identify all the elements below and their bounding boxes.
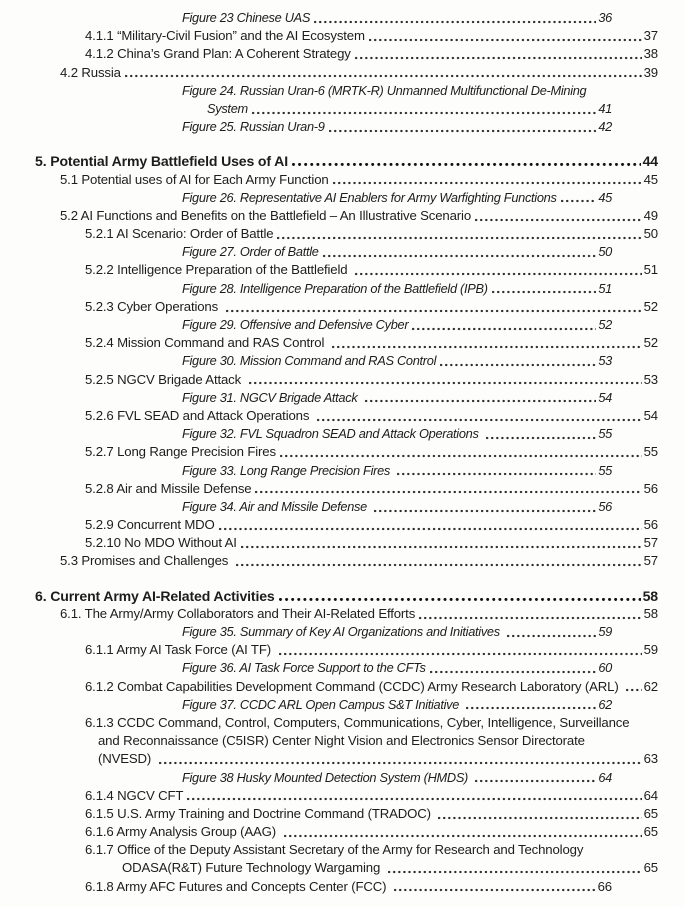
toc-entry-text: 5.2.8 Air and Missile Defense [85,480,252,496]
page-number: 54 [598,389,612,405]
dot-leader [332,345,642,349]
toc-entry-text: Figure 32. FVL Squadron SEAD and Attack Operations [182,426,482,442]
dot-leader [226,309,642,313]
page-number: 65 [643,824,658,840]
toc-entry-text: Figure 30. Mission Command and RAS Control [182,353,437,369]
dot-leader [323,254,597,258]
toc-entry-row[interactable] [0,823,685,841]
toc-entry-text: 6.1.1 Army AI Task Force (AI TF) [85,642,275,658]
toc-entry-row[interactable] [0,534,685,552]
toc-entry-text: 5.3 Promises and Challenges [60,553,232,569]
dot-leader [355,272,642,276]
page-number: 55 [643,444,658,460]
dot-leader [440,363,596,367]
dot-leader [412,327,596,331]
toc-entry-row[interactable] [0,696,685,714]
toc-entry-text: 4.1.1 “Military-Civil Fusion” and the AI Ecosystem [85,28,365,44]
toc-entry-row[interactable] [0,516,685,534]
toc-entry-text: 5. Potential Army Battlefield Uses of AI [35,153,288,170]
page-number: 64 [598,769,612,785]
page-number: 37 [643,28,658,44]
dot-leader [279,597,641,602]
dot-leader [492,290,597,294]
dot-leader [279,652,642,656]
dot-leader [355,56,642,60]
toc-entry-row[interactable] [0,100,685,118]
dot-leader [438,816,641,820]
page-number: 36 [598,10,612,25]
dot-leader [255,490,641,494]
page-number: 56 [598,498,612,514]
dot-leader [507,634,596,638]
toc-entry-row[interactable] [0,316,685,334]
page-number: 53 [598,353,612,369]
toc-entry-text: Figure 23 Chinese UAS [182,10,311,25]
toc-entry-text: 5.2.7 Long Range Precision Fires [85,444,276,460]
toc-entry-text: Figure 28. Intelligence Preparation of the Battlefield (IPB) [182,280,488,296]
page-number: 59 [598,624,612,639]
toc-entry-row[interactable] [0,641,685,659]
toc-entry-text: 5.2.2 Intelligence Preparation of the Battlefield [85,262,351,278]
toc-entry-row[interactable] [0,805,685,823]
dot-leader [187,797,641,801]
dot-leader [236,563,642,567]
page-number: 65 [643,805,658,821]
dot-leader [333,181,642,185]
toc-entry-text: 6.1.3 CCDC Command, Control, Computers, Communications, Cyber, Intelligence, Surveillance [85,714,630,730]
toc-entry-text: 6.1.4 NGCV CFT [85,787,184,803]
toc-entry-row[interactable] [0,407,685,425]
page-number: 45 [598,189,612,205]
page-number: 57 [643,553,658,569]
toc-entry-row[interactable] [0,207,685,225]
toc-entry-row[interactable] [0,769,685,787]
page-number: 57 [643,535,658,551]
toc-entry-text: 5.2.10 No MDO Without AI [85,535,237,551]
toc-entry-row[interactable] [0,389,685,407]
dot-leader [125,74,642,78]
toc-entry-row[interactable] [0,27,685,45]
page-number: 54 [643,407,658,423]
dot-leader [626,688,642,692]
toc-entry-text: 6.1.8 Army AFC Futures and Concepts Center (FCC) [85,878,390,894]
toc-entry-text: ODASA(R&T) Future Technology Wargaming [122,860,384,876]
dot-leader [219,527,642,531]
toc-entry-text: 6.1.6 Army Analysis Group (AAG) [85,824,280,840]
toc-entry-text: 5.2.1 AI Scenario: Order of Battle [85,226,274,242]
dot-leader [249,381,642,385]
toc-entry-text: Figure 29. Offensive and Defensive Cyber [182,317,409,332]
dot-leader [292,162,641,167]
dot-leader [430,670,597,674]
page-number: 58 [643,605,658,621]
dot-leader [241,545,642,549]
page-number: 39 [643,64,658,80]
dot-leader [329,129,597,133]
page-number: 52 [598,317,612,332]
page-number: 45 [643,171,658,187]
page-number: 64 [643,787,658,803]
toc-entry-row[interactable] [0,659,685,677]
page-number: 55 [598,462,612,478]
page-number: 41 [598,100,612,116]
page-number: 50 [598,244,612,260]
page-number: 63 [643,751,658,767]
page-number: 62 [598,696,612,712]
page-number: 56 [643,517,658,533]
page-number: 44 [642,153,658,170]
toc-entry-row[interactable] [0,334,685,352]
page-number: 56 [643,480,658,496]
toc-entry-row[interactable] [0,425,685,443]
toc-entry-row[interactable] [0,225,685,243]
toc-entry-row[interactable] [0,678,685,696]
page-number: 53 [643,371,658,387]
toc-entry-text: 5.2.9 Concurrent MDO [85,517,215,533]
dot-leader [280,454,642,458]
toc-entry-row[interactable] [0,118,685,136]
toc-entry-row[interactable] [0,261,685,279]
dot-leader [252,111,596,115]
toc-entry-row[interactable] [0,9,685,27]
toc-entry-text: Figure 38 Husky Mounted Detection System (HMDS) [182,769,472,785]
toc-entry-text: Figure 27. Order of Battle [182,244,319,260]
dot-leader [419,616,641,620]
dot-leader [475,218,642,222]
dot-leader [466,706,596,710]
toc-entry-text: System [207,100,248,116]
dot-leader [314,20,596,24]
page-number: 50 [643,226,658,242]
toc-entry-text: Figure 25. Russian Uran-9 [182,119,325,135]
toc-entry-text: Figure 36. AI Task Force Support to the CFTs [182,660,426,676]
toc-entry-row[interactable] [0,623,685,641]
toc-entry-text: 6. Current Army AI-Related Activities [35,587,275,604]
toc-entry-text: 4.1.2 China’s Grand Plan: A Coherent Strategy [85,46,351,62]
dot-leader [561,199,597,203]
toc-entry-text: Figure 37. CCDC ARL Open Campus S&T Initiative [182,696,463,712]
dot-leader [159,761,642,765]
toc-entries [0,9,685,896]
toc-entry-row[interactable] [0,714,685,732]
dot-leader [388,870,642,874]
dot-leader [397,472,596,476]
toc-entry-row[interactable] [0,82,685,100]
toc-entry-row[interactable] [0,498,685,516]
page-number: 60 [598,660,612,676]
toc-entry-text: 5.1 Potential uses of AI for Each Army Function [60,171,329,187]
toc-entry-row[interactable] [0,443,685,461]
dot-leader [374,509,596,513]
page-number: 42 [598,119,612,135]
page-number: 49 [643,207,658,223]
dot-leader [394,888,596,892]
toc-entry-row[interactable] [0,371,685,389]
page-number: 51 [643,262,658,278]
toc-entry-text: 5.2.4 Mission Command and RAS Control [85,335,328,351]
page-number: 62 [643,678,658,694]
toc-entry-text: 6.1.5 U.S. Army Training and Doctrine Command (TRADOC) [85,805,435,821]
toc-entry-row[interactable] [0,787,685,805]
toc-entry-row[interactable] [0,732,685,750]
toc-entry-text: 5.2.3 Cyber Operations [85,298,222,314]
toc-entry-row[interactable] [0,298,685,316]
toc-entry-row[interactable] [0,859,685,877]
toc-entry-row[interactable] [0,189,685,207]
toc-entry-row[interactable] [0,352,685,370]
dot-leader [475,779,596,783]
toc-entry-row[interactable] [0,171,685,189]
toc-entry-row[interactable] [0,64,685,82]
toc-entry-text: 6.1. The Army/Army Collaborators and Their AI-Related Efforts [60,605,416,621]
toc-entry-row[interactable] [0,878,685,896]
toc-entry-row[interactable] [0,243,685,261]
page-number: 65 [643,860,658,876]
toc-entry-text: 4.2 Russia [60,64,121,80]
toc-entry-text: Figure 35. Summary of Key AI Organizations and Initiatives [182,624,504,639]
toc-entry-text: (NVESD) [98,751,155,767]
dot-leader [365,399,597,403]
toc-entry-row[interactable] [0,841,685,859]
toc-entry-row[interactable] [0,552,685,570]
toc-entry-text: 6.1.2 Combat Capabilities Development Command (CCDC) Army Research Laboratory (ARL) [85,678,623,694]
page-number: 51 [598,280,612,296]
dot-leader [486,436,597,440]
toc-entry-row[interactable] [0,750,685,768]
toc-entry-text: Figure 24. Russian Uran-6 (MRTK-R) Unmanned Multifunctional De-Mining [182,82,587,98]
toc-entry-row[interactable] [0,587,685,605]
toc-entry-text: Figure 33. Long Range Precision Fires [182,462,394,478]
toc-entry-row[interactable] [0,480,685,498]
toc-entry-row[interactable] [0,45,685,63]
page-number: 58 [642,587,658,604]
toc-entry-text: Figure 26. Representative AI Enablers for Army Warfighting Functions [182,189,557,205]
toc-entry-text: and Reconnaissance (C5ISR) Center Night Vision and Electronics Sensor Directorate [98,733,585,749]
page-number: 52 [643,298,658,314]
toc-entry-row[interactable] [0,605,685,623]
page-number: 66 [597,878,612,894]
dot-leader [317,418,642,422]
toc-entry-text: 6.1.7 Office of the Deputy Assistant Secretary of the Army for Research and Technology [85,842,584,858]
page-number: 52 [643,335,658,351]
toc-entry-text: Figure 34. Air and Missile Defense [182,498,371,514]
page-number: 59 [643,642,658,658]
page-number: 55 [598,426,612,442]
toc-entry-row[interactable] [0,152,685,170]
page-number: 38 [643,46,658,62]
toc-entry-text: 5.2.5 NGCV Brigade Attack [85,371,245,387]
toc-entry-row[interactable] [0,280,685,298]
toc-entry-row[interactable] [0,462,685,480]
dot-leader [277,236,641,240]
toc-entry-text: 5.2.6 FVL SEAD and Attack Operations [85,407,313,423]
toc-entry-text: 5.2 AI Functions and Benefits on the Battlefield – An Illustrative Scenario [60,207,472,223]
dot-leader [369,38,642,42]
dot-leader [284,834,642,838]
toc-entry-text: Figure 31. NGCV Brigade Attack [182,389,361,405]
